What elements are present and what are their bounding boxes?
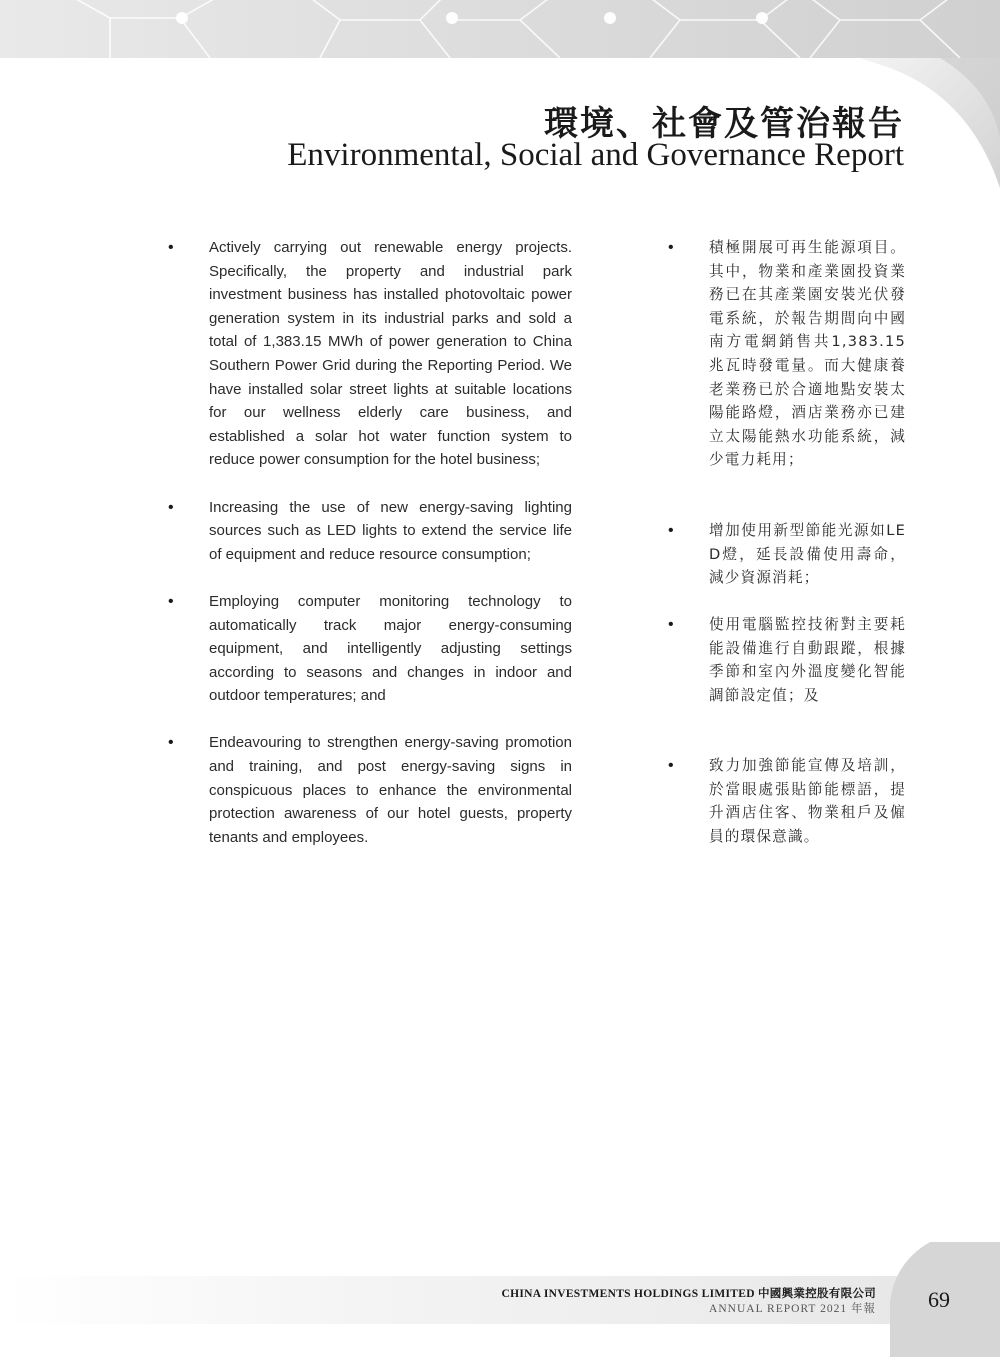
bullet-icon: • [168,592,174,610]
item-text: 增加使用新型節能光源如LED燈，延長設備使用壽命，減少資源消耗； [709,522,906,587]
hexagon-pattern-icon [0,0,1000,58]
bullet-icon: • [168,734,174,752]
bullet-icon: • [668,239,674,256]
item-text: Employing computer monitoring technology to automatically track major energy-consuming equipment, and intelligently adjusting settings according to seasons and changes in indoor and outdoor temperatures; and [209,592,572,705]
list-item [668,236,906,472]
list-item [668,613,906,731]
footer-report-label: ANNUAL REPORT 2021 年報 [709,1303,876,1315]
list-item [168,236,572,472]
list-item [668,754,906,848]
list-item [168,590,572,708]
bullet-icon: • [668,522,674,539]
list-item [168,496,572,567]
item-text: 積極開展可再生能源項目。其中，物業和產業園投資業務已在其產業園安裝光伏發電系統，於報告期間向中國南方電網銷售共1,383.15兆瓦時發電量。而大健康養老業務已於合適地點安裝太陽能路燈，酒店業務亦已建立太陽能熱水功能系統，減少電力耗用； [709,239,906,469]
list-item [168,731,572,849]
item-text: Increasing the use of new energy-saving lighting sources such as LED lights to extend the service life of equipment and reduce resource consumption; [209,498,572,563]
page-title-chinese: 環境、社會及管治報告 [544,104,904,144]
bullet-icon: • [668,757,674,774]
item-text: Actively carrying out renewable energy projects. Specifically, the property and industrial park investment business has installed photovoltaic power generation system in its industrial parks and sold a total of 1,383.15 MWh of power generation to China Southern Power Grid during the Reporting Period. We have installed solar street lights at suitable locations for our wellness elderly care business, and established a solar hot water function system to reduce power consumption for the hotel business; [209,239,572,469]
header-decorative-band [0,0,1000,58]
item-text: Endeavouring to strengthen energy-saving promotion and training, and post energy-saving signs in conspicuous places to enhance the environmental protection awareness of our hotel guests, property tenants and employees. [209,734,572,846]
list-item [668,519,906,590]
bullet-icon: • [168,239,174,256]
bullet-icon: • [168,498,174,516]
footer-company-name: CHINA INVESTMENTS HOLDINGS LIMITED 中國興業控股有限公司 [501,1288,876,1300]
item-text: 致力加強節能宣傳及培訓，於當眼處張貼節能標語，提升酒店住客、物業租戶及僱員的環保意識。 [709,757,906,845]
chinese-column [668,236,906,848]
english-column [168,236,572,849]
item-text: 使用電腦監控技術對主要耗能設備進行自動跟蹤，根據季節和室內外溫度變化智能調節設定值；及 [709,616,906,704]
page-number: 69 [928,1287,950,1312]
page-title-english: Environmental, Social and Governance Report [287,137,904,173]
bullet-icon: • [668,616,674,633]
